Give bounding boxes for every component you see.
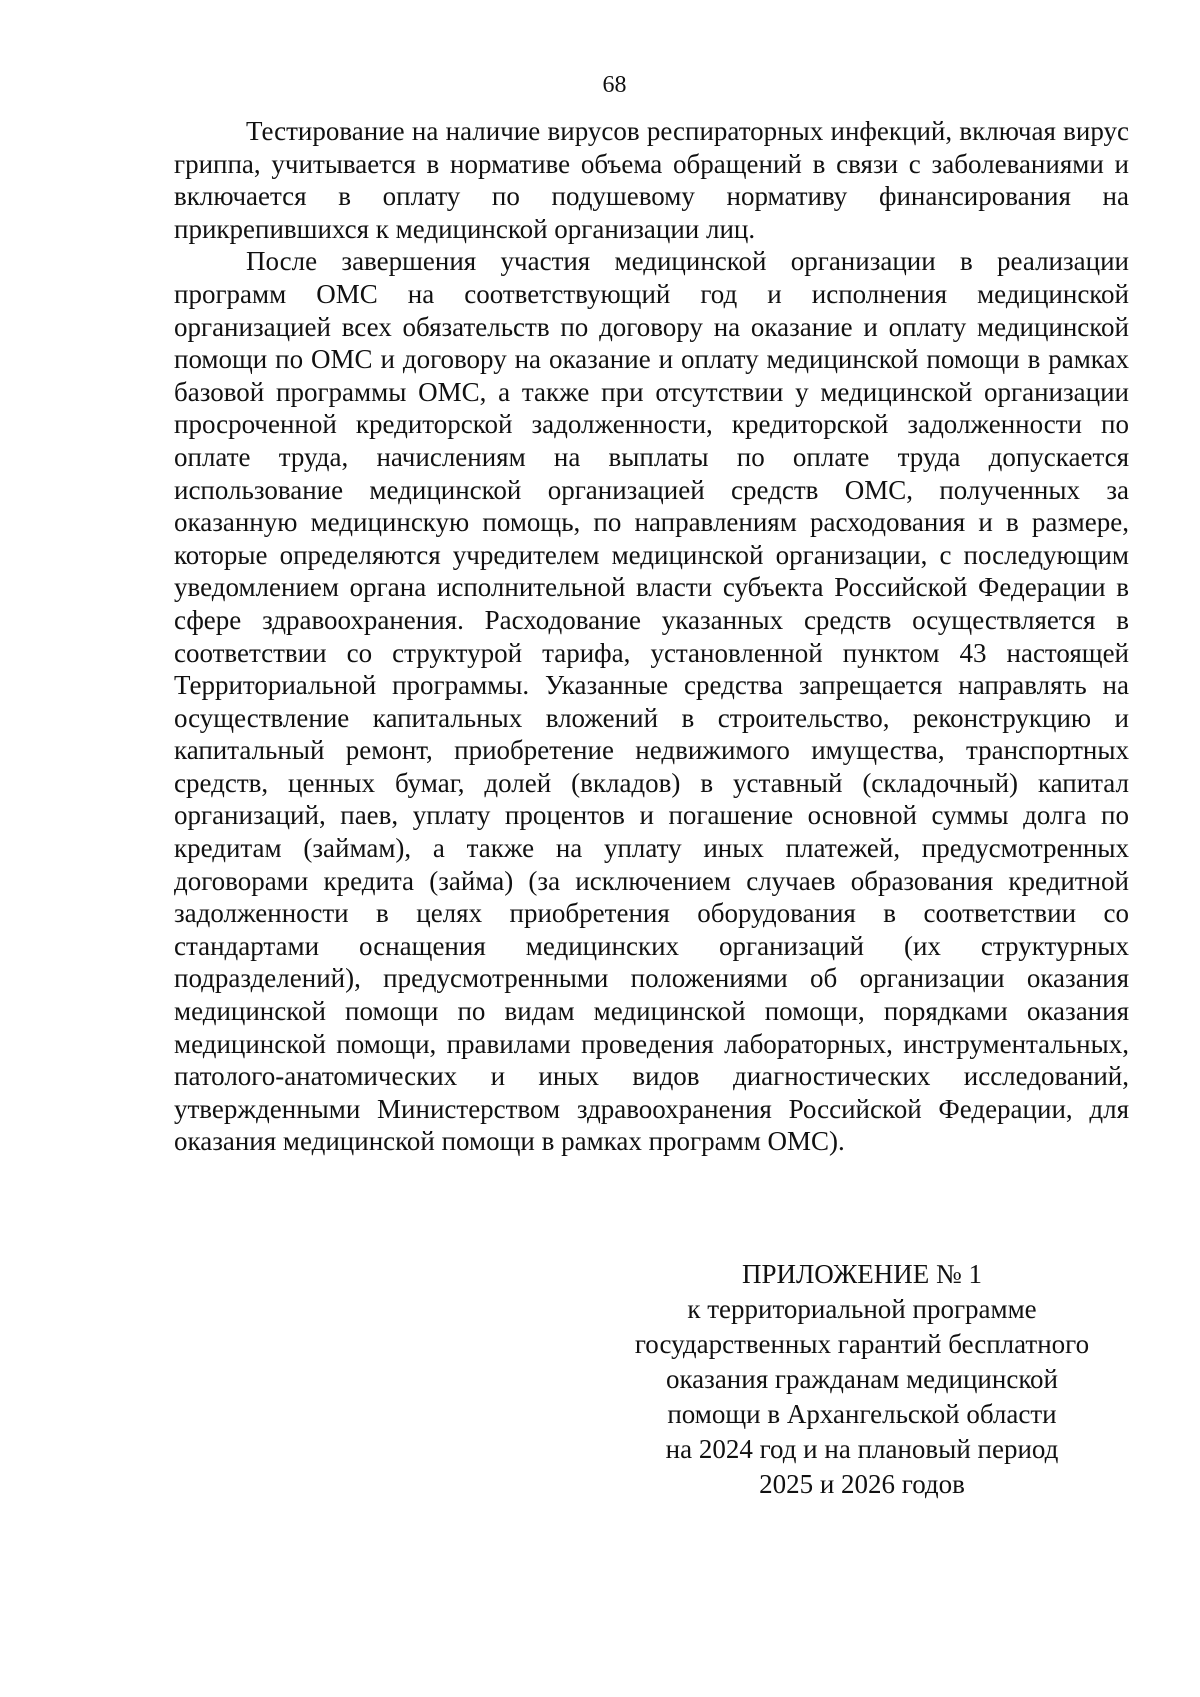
appendix-line: государственных гарантий бесплатного <box>634 1329 1090 1359</box>
appendix-heading <box>622 1257 1102 1502</box>
appendix-line: 2025 и 2026 годов <box>759 1469 965 1499</box>
appendix-line: оказания гражданам медицинской <box>665 1364 1059 1394</box>
appendix-line: к территориальной программе <box>687 1294 1037 1324</box>
appendix-line: на 2024 год и на плановый период <box>665 1434 1059 1464</box>
paragraph-testing: Тестирование на наличие вирусов респираторных инфекций, включая вирус гриппа, учитывается в нормативе объема обращений в связи с заболеваниями и включается в оплату по подушевому нормативу финансирования на прикрепившихся к медицинской организации лиц. <box>174 116 1129 244</box>
page-number: 68 <box>602 72 627 98</box>
paragraph-funds-usage: После завершения участия медицинской организации в реализации программ ОМС на соответствующий год и исполнения медицинской организацией всех обязательств по договору на оказание и оплату медицинской помощи по ОМС и договору на оказание и оплату медицинской помощи в рамках базовой программы ОМС, а также при отсутствии у медицинской организации просроченной кредиторской задолженности, кредиторской задолженности по оплате труда, начислениям на выплаты по оплате труда допускается использование медицинской организацией средств ОМС, полученных за оказанную медицинскую помощь, по направлениям расходования и в размере, которые определяются учредителем медицинской организации, с последующим уведомлением органа исполнительной власти субъекта Российской Федерации в сфере здравоохранения. Расходование указанных средств осуществляется в соответствии со структурой тарифа, установленной пунктом 43 настоящей Территориальной программы. Указанные средства запрещается направлять на осуществление капитальных вложений в строительство, реконструкцию и капитальный ремонт, приобретение недвижимого имущества, транспортных средств, ценных бумаг, долей (вкладов) в уставный (складочный) капитал организаций, паев, уплату процентов и погашение основной суммы долга по кредитам (займам), а также на уплату иных платежей, предусмотренных договорами кредита (займа) (за исключением случаев образования кредитной задолженности в целях приобретения оборудования в соответствии со стандартами оснащения медицинских организаций (их структурных подразделений), предусмотренными положениями об организации оказания медицинской помощи по видам медицинской помощи, порядками оказания медицинской помощи, правилами проведения лабораторных, инструментальных, патолого-анатомических и иных видов диагностических исследований, утвержденными Министерством здравоохранения Российской Федерации, для оказания медицинской помощи в рамках программ ОМС). <box>174 246 1129 1157</box>
appendix-title: ПРИЛОЖЕНИЕ № 1 <box>741 1259 983 1289</box>
body-text <box>174 115 1129 1158</box>
appendix-line: помощи в Архангельской области <box>667 1399 1057 1429</box>
